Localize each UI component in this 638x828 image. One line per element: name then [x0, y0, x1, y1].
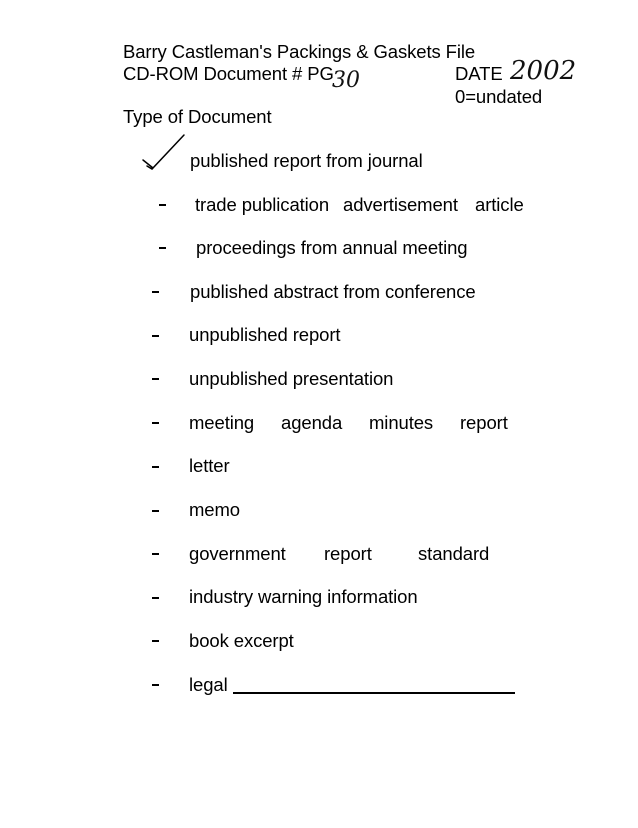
option-published-abstract: published abstract from conference	[190, 281, 476, 302]
date-label: DATE	[455, 63, 503, 84]
bullet-dash	[152, 553, 159, 555]
option-legal: legal	[189, 674, 228, 695]
bullet-dash	[152, 684, 159, 686]
undated-note: 0=undated	[455, 86, 543, 107]
option-government-report: report	[324, 543, 372, 564]
date-value-handwritten: 2002	[510, 56, 577, 86]
bullet-dash	[152, 378, 159, 380]
option-memo: memo	[189, 499, 240, 520]
option-meeting: meeting	[189, 412, 255, 433]
option-unpublished-report: unpublished report	[189, 324, 341, 345]
option-book-excerpt: book excerpt	[189, 630, 294, 651]
type-heading: Type of Document	[123, 106, 272, 127]
bullet-dash	[152, 510, 159, 512]
option-industry-warning: industry warning information	[189, 586, 418, 607]
bullet-dash	[152, 640, 159, 642]
bullet-dash	[152, 291, 159, 293]
option-advertisement: advertisement	[343, 194, 458, 215]
option-minutes: minutes	[369, 412, 434, 433]
option-unpublished-presentation: unpublished presentation	[189, 368, 394, 389]
option-article: article	[475, 194, 524, 215]
bullet-dash	[152, 335, 159, 337]
bullet-dash	[152, 597, 159, 599]
file-title: Barry Castleman's Packings & Gaskets File	[123, 41, 476, 62]
option-proceedings: proceedings from annual meeting	[196, 237, 468, 258]
legal-blank-line	[233, 692, 515, 694]
option-agenda: agenda	[281, 412, 343, 433]
checkmark-icon	[140, 132, 190, 172]
bullet-dash	[159, 204, 166, 206]
doc-label: CD-ROM Document # PG	[123, 63, 334, 84]
bullet-dash	[159, 247, 166, 249]
doc-number-handwritten: 30	[332, 68, 360, 93]
bullet-dash	[152, 422, 159, 424]
option-letter: letter	[189, 455, 230, 476]
option-published-report: published report from journal	[190, 150, 423, 171]
option-trade-publication: trade publication	[195, 194, 330, 215]
option-meeting-report: report	[460, 412, 508, 433]
bullet-dash	[152, 466, 159, 468]
option-standard: standard	[418, 543, 490, 564]
option-government: government	[189, 543, 286, 564]
